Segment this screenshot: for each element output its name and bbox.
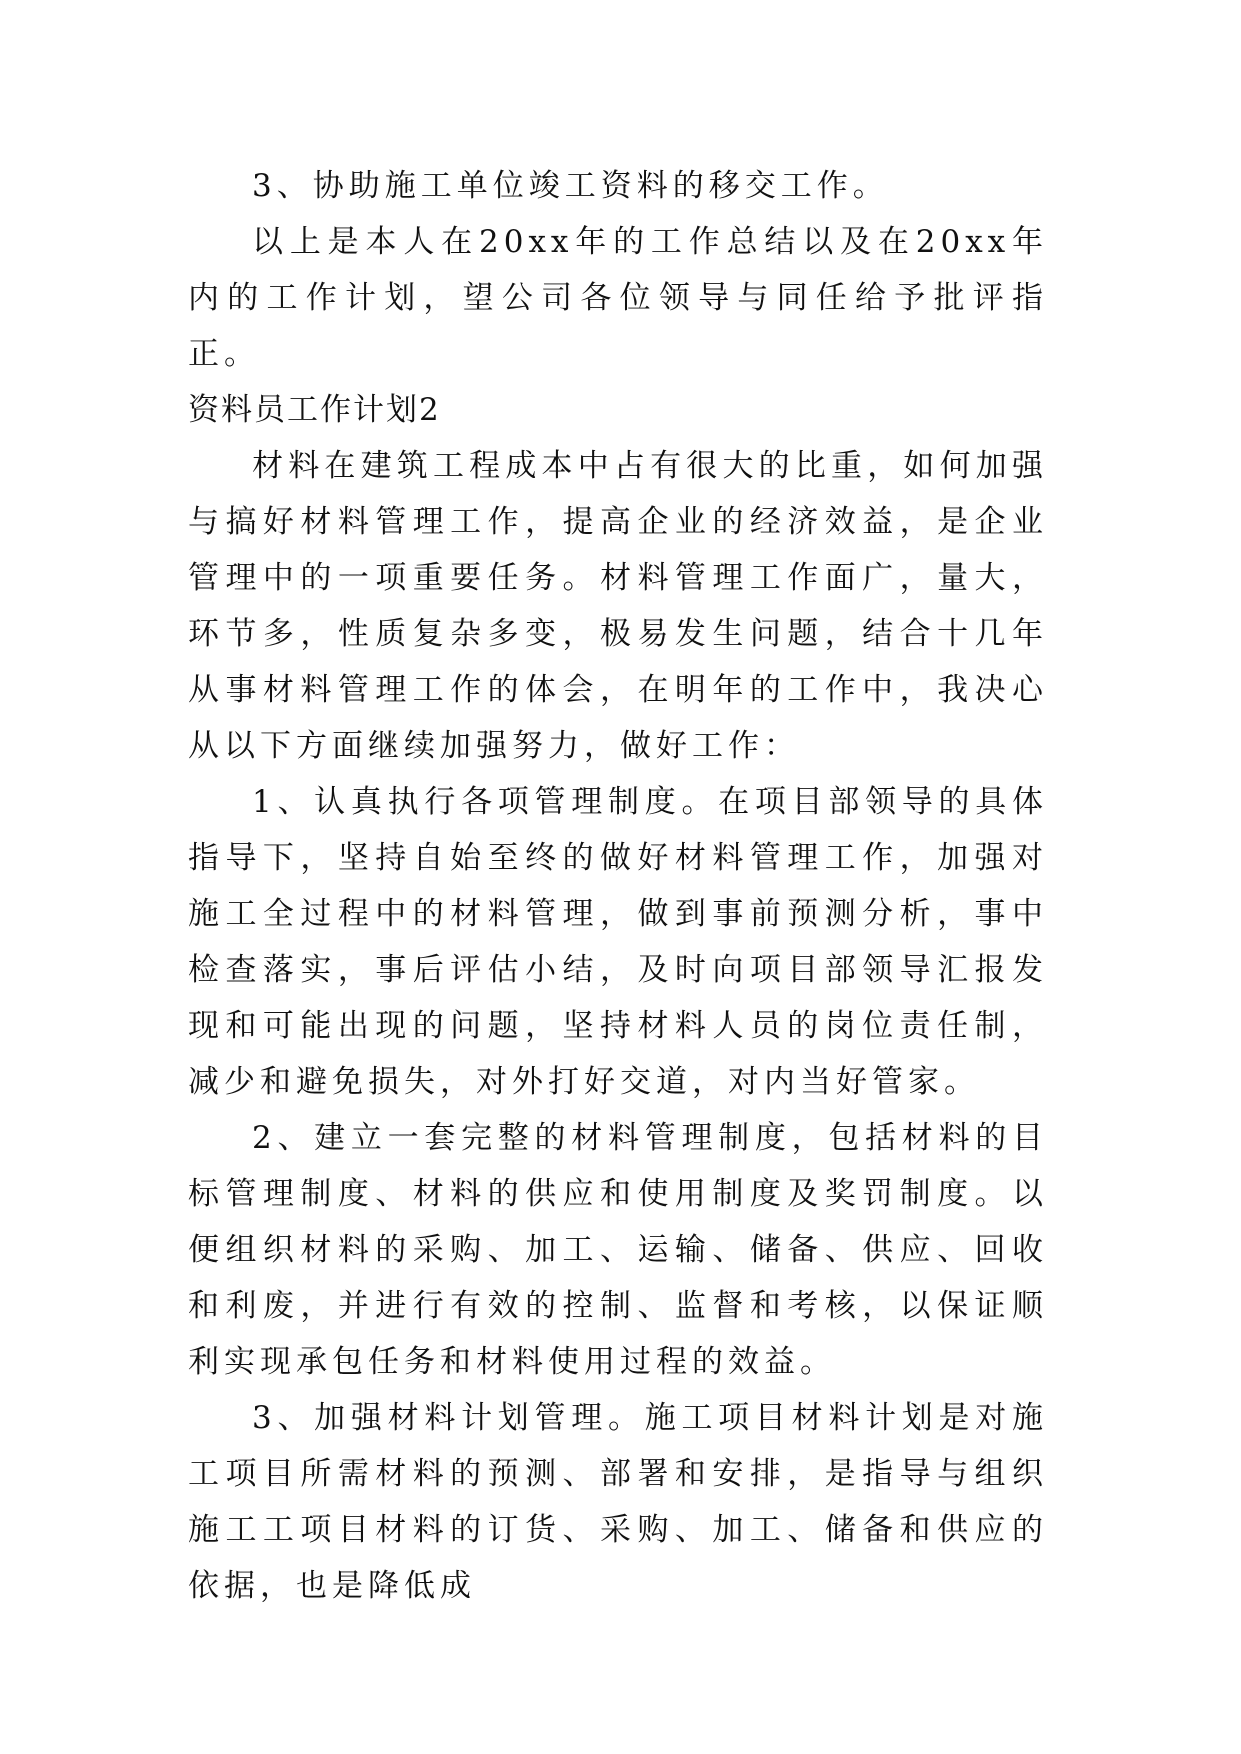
paragraph-item-3: 3、加强材料计划管理。施工项目材料计划是对施工项目所需材料的预测、部署和安排，是指导与组织施工工项目材料的订货、采购、加工、储备和供应的依据，也是降低成	[188, 1400, 1048, 1604]
section-heading: 资料员工作计划2	[188, 392, 441, 428]
paragraph-summary-closing: 以上是本人在20xx年的工作总结以及在20xx年内的工作计划，望公司各位领导与同任给予批评指正。	[188, 224, 1048, 372]
paragraph-item-2: 2、建立一套完整的材料管理制度，包括材料的目标管理制度、材料的供应和使用制度及奖罚制度。以便组织材料的采购、加工、运输、储备、供应、回收和利废，并进行有效的控制、监督和考核，以保证顺利实现承包任务和材料使用过程的效益。	[188, 1120, 1048, 1380]
paragraph-completion-handover: 3、协助施工单位竣工资料的移交工作。	[252, 168, 889, 204]
paragraph-item-1: 1、认真执行各项管理制度。在项目部领导的具体指导下，坚持自始至终的做好材料管理工作，加强对施工全过程中的材料管理，做到事前预测分析，事中检查落实，事后评估小结，及时向项目部领导汇报发现和可能出现的问题，坚持材料人员的岗位责任制，减少和避免损失，对外打好交道，对内当好管家。	[188, 784, 1048, 1100]
document-body	[188, 158, 1048, 1614]
paragraph-intro: 材料在建筑工程成本中占有很大的比重，如何加强与搞好材料管理工作，提高企业的经济效益，是企业管理中的一项重要任务。材料管理工作面广，量大，环节多，性质复杂多变，极易发生问题，结合十几年从事材料管理工作的体会，在明年的工作中，我决心从以下方面继续加强努力，做好工作：	[188, 448, 1048, 764]
